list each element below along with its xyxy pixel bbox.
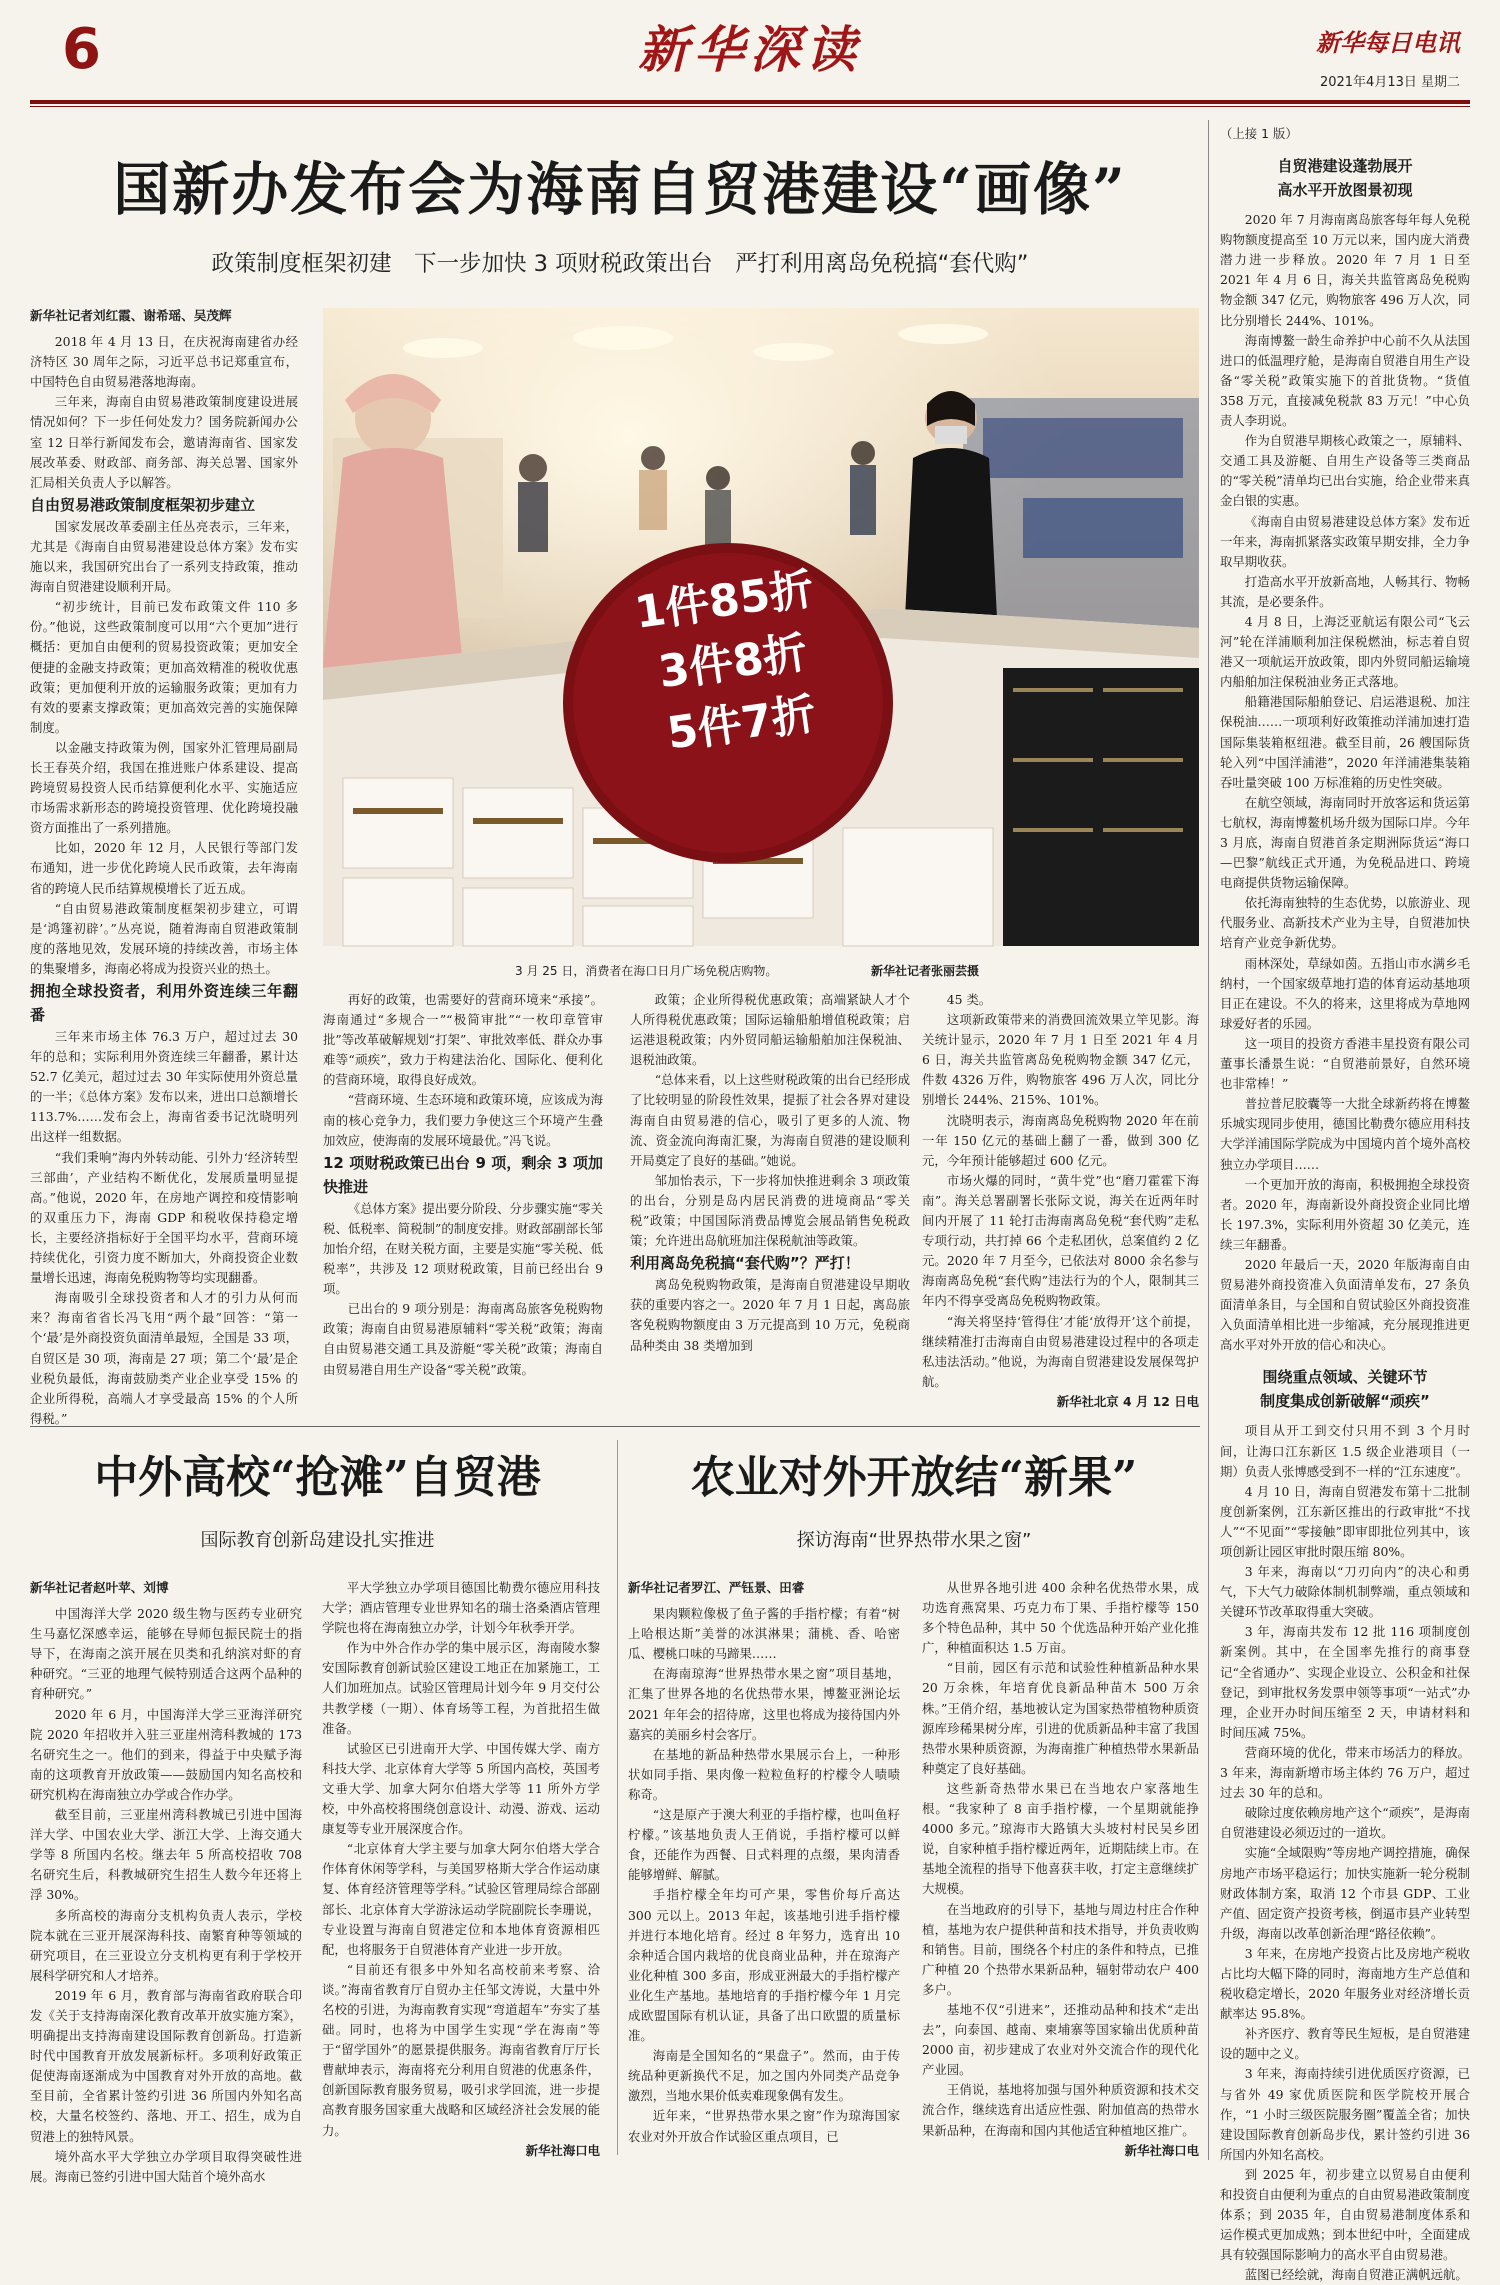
story3-paragraph: 基地不仅“引进来”，还推动品种和技术“走出去”，向泰国、越南、柬埔寨等国家输出优质种苗 2000 亩，初步建成了农业对外交流合作的现代化产业园。 (922, 2001, 1199, 2078)
photo-caption-text: 3 月 25 日，消费者在海口日月广场免税店购物。 (515, 964, 778, 978)
sidebar-subheading: 自贸港建设蓬勃展开 (1277, 157, 1413, 176)
sidebar-paragraph: 实施“全域限购”等房地产调控措施，确保房地产市场平稳运行；加快实施新一轮分税制财政体制方案，取消 12 个市县 GDP、工业产值、固定资产投资考核，倒逼市县产业转型升级，海南以改革创新治理“路径依赖”。 (1220, 1845, 1470, 1941)
discount-line-3: 5件7折 (664, 688, 819, 760)
main-col-3 (630, 990, 910, 1420)
story2-paragraph: 2020 年 6 月，中国海洋大学三亚海洋研究院 2020 年招收并入驻三亚崖州湾科教城的 173 名研究生之一。他们的到来，得益于中央赋予海南的这项教育开放政策——鼓励国内知名高校和研究机构在海南独立办学或合作办学。 (30, 1706, 302, 1802)
story3-paragraph: 手指柠檬全年均可产果，零售价每斤高达 300 元以上。2013 年起，该基地引进手指柠檬并进行本地化培育。经过 8 年努力，选育出 10 余种适合国内栽培的优良商业品种，并在琼海产业化种植 300 多亩，形成亚洲最大的手指柠檬产业化生产基地。基地培育的手指柠檬今年 1 月完成欧盟国际有机认证，具备了出口欧盟的质量标准。 (628, 1887, 900, 2044)
story3-paragraph: 海南是全国知名的“果盘子”。然而，由于传统品种更新换代不足，加之国内外同类产品竞争激烈，当地水果价低卖难现象偶有发生。 (628, 2048, 900, 2104)
main-byline: 新华社记者刘红霞、谢希瑶、吴茂辉 (30, 308, 232, 323)
story3-paragraph: 王俏说，基地将加强与国外种质资源和技术交流合作，继续选育出适应性强、附加值高的热带水果新品种，在海南和国内其他适宜种植地区推广。 (922, 2082, 1199, 2138)
story2-paragraph: “目前还有很多中外知名高校前来考察、洽谈。”海南省教育厅自贸办主任邹文涛说，大量中外名校的引进，为海南教育实现“弯道超车”夯实了基础。同时，也将为中国学生实现“学在海南”等于“留学国外”的愿景提供服务。海南省教育厅厅长曹献坤表示，海南将充分利用自贸港的优惠条件，创新国际教育服务贸易，吸引求学回流，进一步提高教育服务国家重大战略和区域经济社会发展的能力。 (322, 1961, 600, 2138)
sidebar-paragraph: 4 月 8 日，上海泛亚航运有限公司“飞云河”轮在洋浦顺利加注保税燃油，标志着自贸港又一项航运开放政策，即内外贸同船运输境内船舶加注保税油业务正式落地。 (1220, 613, 1470, 690)
sidebar-paragraph: 普拉普尼胶囊等一大批全球新药将在博鳌乐城实现同步使用，德国比勒费尔德应用科技大学洋浦国际学院成为中国境内首个境外高校独立办学项目…… (1220, 1096, 1470, 1172)
main-paragraph: “营商环境、生态环境和政策环境，应该成为海南的核心竞争力，我们要力争使这三个环境产生叠加效应，使海南的发展环境最优。”冯飞说。 (323, 1092, 603, 1148)
main-paragraph: 以金融支持政策为例，国家外汇管理局副局长王春英介绍，我国在推进账户体系建设、提高跨境贸易投资人民币结算便利化水平、实施适应市场需求新形态的跨境投资管理、优化跨境投融资方面推出了一系列措施。 (30, 739, 298, 836)
sidebar-paragraph: 补齐医疗、教育等民生短板，是自贸港建设的题中之义。 (1220, 2026, 1470, 2062)
sidebar-subheading: 制度集成创新破解“顽疾” (1260, 1392, 1430, 1411)
discount-line-1: 1件85折 (631, 563, 817, 639)
story2-dateline: 新华社海口电 (525, 2142, 600, 2158)
story3-byline: 新华社记者罗江、严钰景、田睿 (628, 1580, 805, 1595)
sidebar-paragraph: 打造高水平开放新高地，人畅其行、物畅其流，是必要条件。 (1220, 573, 1470, 609)
sidebar-paragraph: 破除过度依赖房地产这个“顽疾”，是海南自贸港建设必须迈过的一道坎。 (1220, 1805, 1470, 1841)
story2-col-2 (322, 1578, 600, 2158)
main-subheading: 自由贸易港政策制度框架初步建立 (30, 495, 256, 514)
main-photo (323, 308, 1199, 946)
main-paragraph: 《总体方案》提出要分阶段、分步骤实施“零关税、低税率、简税制”的制度安排。财政部副部长邹加怡介绍，在财关税方面，主要是实施“零关税、低税率”，共涉及 12 项财税政策，目前已经出台 9 项。 (323, 1200, 603, 1297)
main-paragraph: 国家发展改革委副主任丛亮表示，三年来，尤其是《海南自由贸易港建设总体方案》发布实施以来，我国研究出台了一系列支持政策，推动海南自贸港建设顺利开局。 (30, 518, 298, 595)
story3-paragraph: 这些新奇热带水果已在当地农户家落地生根。“我家种了 8 亩手指柠檬，一个星期就能挣 4000 多元。”琼海市大路镇大头坡村村民吴乡团说，自家种植手指柠檬近两年，近期陆续上市。在基地全流程的指导下他喜获丰收，打定主意继续扩大规模。 (922, 1780, 1199, 1897)
main-paragraph: 已出台的 9 项分别是：海南离岛旅客免税购物政策；海南自由贸易港原辅料“零关税”政策；海南自由贸易港交通工具及游艇“零关税”政策；海南自由贸易港自用生产设备“零关税”政策。 (323, 1301, 603, 1377)
sidebar-paragraph: 这一项目的投资方香港丰星投资有限公司董事长潘景生说：“自贸港前景好，自然环境也非常棒！” (1220, 1035, 1470, 1092)
main-paragraph: “海关将坚持‘管得住’才能‘放得开’这个前提，继续精准打击海南自由贸易港建设过程中的各项走私违法活动。”他说，为海南自贸港建设发展保驾护航。 (922, 1313, 1199, 1389)
sidebar-paragraph: 3 年，海南共发布 12 批 116 项制度创新案例。其中，在全国率先推行的商事登记“全省通办”、实现企业设立、公积金和社保登记，到审批权务发票申领等事项“一站式”办理，企业开办时间压缩至 2 天，申请材料和时间压减 75%。 (1220, 1624, 1470, 1740)
story3-col-1 (628, 1578, 900, 2158)
story3-col-2 (922, 1578, 1199, 2158)
masthead-rule-thin (30, 106, 1470, 107)
sidebar-paragraph: 2020 年 7 月海南离岛旅客每年每人免税购物额度提高至 10 万元以来，国内庞大消费潜力进一步释放。2020 年 7 月 1 日至 2021 年 4 月 6 日，海关共监管离岛免税购物金额 347 亿元，购物旅客 496 万人次，同比分别增长 244%、101%。 (1220, 212, 1470, 328)
story3-paragraph: “这是原产于澳大利亚的手指柠檬，也叫鱼籽柠檬。”该基地负责人王俏说，手指柠檬可以鲜食，还能作为西餐、日式料理的点缀，果肉清香能够增鲜、解腻。 (628, 1807, 900, 1883)
story3-paragraph: 从世界各地引进 400 余种名优热带水果，成功选育燕窝果、巧克力布丁果、手指柠檬等 150 多个特色品种，其中 50 个优选品种开始产业化推广，种植面积达 1.5 万亩。 (922, 1580, 1199, 1656)
sidebar-paragraph: 海南博鳌一龄生命养护中心前不久从法国进口的低温理疗舱，是海南自贸港自用生产设备“零关税”政策实施下的首批货物。“货值 358 万元，直接减免税款 83 万元！”中心负责人李玥说。 (1220, 332, 1470, 429)
main-subheading: 12 项财税政策已出台 9 项，剩余 3 项加快推进 (323, 1153, 603, 1196)
sidebar-paragraph: 一个更加开放的海南，积极拥抱全球投资者。2020 年，海南新设外商投资企业同比增长 197.3%，实际利用外资超 30 亿美元，连续三年翻番。 (1220, 1176, 1470, 1252)
main-subheading: 拥抱全球投资者，利用外资连续三年翻番 (30, 982, 298, 1024)
story3-paragraph: “目前，园区有示范和试验性种植新品种水果 20 万余株，年培育优良新品种苗木 500 万余株。”王俏介绍，基地被认定为国家热带植物种质资源库珍稀果树分库，引进的优质新品种丰富了我国热带水果种质资源，为海南推广种植热带水果新品种奠定了良好基础。 (922, 1660, 1199, 1776)
sidebar-paragraph: 3 年来，在房地产投资占比及房地产税收占比均大幅下降的同时，海南地方生产总值和税收稳定增长，2020 年服务业对经济增长贡献率达 95.8%。 (1220, 1945, 1470, 2022)
sidebar-paragraph: 船籍港国际船舶登记、启运港退税、加注保税油……一项项利好政策推动洋浦加速打造国际集装箱枢纽港。截至目前，26 艘国际货轮入列“中国洋浦港”，2020 年洋浦港集装箱吞吐量突破 100 万标准箱的历史性突破。 (1220, 694, 1470, 790)
main-col-4 (922, 990, 1199, 1420)
story2-paragraph: 试验区已引进南开大学、中国传媒大学、南方科技大学、北京体育大学等 5 所国内高校，英国考文垂大学、加拿大阿尔伯塔大学等 11 所外方学校，中外高校将围绕创意设计、动漫、游戏、运动康复等专业开展深度合作。 (322, 1740, 600, 1837)
story2-paragraph: 中国海洋大学 2020 级生物与医药专业研究生马嘉忆深感幸运，能够在导师包振民院士的指导下，在海南之滨开展在贝类和孔纳滨对虾的育种研究。“三亚的地理气候特别适合这两个品种的育种研究。” (30, 1606, 302, 1702)
sidebar-divider (1208, 120, 1209, 2160)
story2-paragraph: 境外高水平大学独立办学项目取得突破性进展。海南已签约引进中国大陆首个境外高水 (30, 2148, 302, 2184)
story2-paragraph: 平大学独立办学项目德国比勒费尔德应用科技大学；酒店管理专业世界知名的瑞士洛桑酒店管理学院也将在海南独立办学，计划今年秋季开学。 (322, 1580, 600, 1636)
main-paragraph: 沈晓明表示，海南离岛免税购物 2020 年在前一年 150 亿元的基础上翻了一番，做到 300 亿元，今年预计能够超过 600 亿元。 (922, 1112, 1199, 1168)
sidebar-paragraph: 雨林深处，草绿如茵。五指山市水满乡毛纳村，一个国家级草地打造的体育运动基地项目正在建设。不久的将来，这里将成为草地网球爱好者的乐园。 (1220, 955, 1470, 1031)
sidebar-paragraph: 3 年来，海南持续引进优质医疗资源，已与省外 49 家优质医院和医学院校开展合作，“1 小时三级医院服务圈”覆盖全省；加快建设国际教育创新岛步伐，累计签约引进 36 所国内外知名高校。 (1220, 2066, 1470, 2162)
main-headline: 国新办发布会为海南自贸港建设“画像” (113, 156, 1127, 223)
sidebar-paragraph: 3 年来，海南以“刀刃向内”的决心和勇气，下大气力破除体制机制弊端，重点领域和关键环节改革取得重大突破。 (1220, 1564, 1470, 1620)
issue-date: 2021年4月13日 星期二 (1319, 75, 1460, 90)
story3-paragraph: 在当地政府的引导下，基地与周边村庄合作种植，基地为农户提供种苗和技术指导，并负责收购和销售。目前，围绕各个村庄的条件和特点，已推广种植 20 个热带水果新品种，辐射带动农户 400 多户。 (922, 1901, 1199, 1997)
masthead-rule (30, 100, 1470, 104)
main-paragraph: 政策；企业所得税优惠政策；高端紧缺人才个人所得税优惠政策；国际运输船舶增值税政策；启运港退税政策；内外贸同船运输船舶加注保税油、退税油政策。 (630, 992, 910, 1068)
story3-paragraph: 在海南琼海“世界热带水果之窗”项目基地，汇集了世界各地的名优热带水果，博鳌亚洲论坛 2021 年年会的招待席，这里也将成为接待国内外嘉宾的美丽乡村会客厅。 (628, 1666, 900, 1742)
story2-paragraph: “北京体育大学主要与加拿大阿尔伯塔大学合作体育休闲等学科，与美国罗格斯大学合作运动康复、体育经济管理等学科。”试验区管理局综合部副部长、北京体育大学游泳运动学院副院长李珊说，专业设置与海南自贸港定位和本地体育资源相匹配，也将服务于自贸港体育产业进一步开放。 (322, 1841, 600, 1957)
main-paragraph: 2018 年 4 月 13 日，在庆祝海南建省办经济特区 30 周年之际，习近平总书记郑重宣布，中国特色自由贸易港落地海南。 (30, 334, 298, 390)
lower-divider (30, 1426, 1200, 1427)
main-paragraph: “初步统计，目前已发布政策文件 110 多份。”他说，这些政策制度可以用“六个更加”进行概括：更加自由便利的贸易投资政策；更加安全便捷的金融支持政策；更加高效精准的税收优惠政策；更加便利开放的运输服务政策；更加有力有效的要素支撑政策；更加高效完善的实施保障制度。 (30, 599, 298, 735)
main-col-2 (323, 990, 603, 1420)
sidebar-paragraph: 营商环境的优化，带来市场活力的释放。3 年来，海南新增市场主体约 76 万户，超过过去 30 年的总和。 (1220, 1744, 1470, 1801)
sidebar-paragraph: 在航空领域，海南同时开放客运和货运第七航权，海南博鳌机场升级为国际口岸。今年 3 月底，海南自贸港首条定期洲际货运“海口—巴黎”航线正式开通，为免税品进口、跨境电商提供货物运输保障。 (1220, 794, 1470, 891)
story2-deck: 国际教育创新岛建设扎实推进 (200, 1530, 435, 1551)
sidebar-column (1220, 124, 1470, 2283)
discount-line-2: 3件8折 (655, 626, 811, 699)
sidebar-paragraph: 《海南自由贸易港建设总体方案》发布近一年来，海南抓紧落实政策早期安排，全力争取早期收获。 (1220, 513, 1470, 569)
story3-paragraph: 近年来，“世界热带水果之窗”作为琼海国家农业对外开放合作试验区重点项目，已 (628, 2108, 900, 2144)
story2-byline: 新华社记者赵叶苹、刘博 (30, 1580, 169, 1595)
lower-vertical-divider (617, 1440, 618, 2155)
sidebar-paragraph: 2020 年最后一天，2020 年版海南自由贸易港外商投资准入负面清单发布，27 条负面清单条目，与全国和自贸试验区外商投资准入负面清单相比进一步缩减，充分展现推进更高水平对外开放的信心和决心。 (1220, 1256, 1470, 1353)
main-paragraph: “总体来看，以上这些财税政策的出台已经形成了比较明显的阶段性效果，提振了社会各界对建设海南自由贸易港的信心，吸引了更多的人流、物流、资金流向海南汇聚，为海南自贸港的建设顺利开局奠定了良好的基础。”她说。 (630, 1072, 910, 1168)
section-title: 新华深读 (638, 20, 862, 79)
main-subheading: 利用离岛免税搞“套代购”？严打！ (630, 1254, 860, 1273)
main-paragraph: 海南吸引全球投资者和人才的引力从何而来？海南省省长冯飞用“两个最”回答：“第一个‘最’是外商投资负面清单最短，全国是 33 项，自贸区是 30 项，海南是 27 项；第二个‘最’是企业税负最低，海南鼓励类产业企业享受 15% 的企业所得税，高端人才享受最高 15% 的个人所得税。” (30, 1290, 298, 1426)
story3-paragraph: 果肉颗粒像极了鱼子酱的手指柠檬；有着“树上哈根达斯”美誉的冰淇淋果；蒲桃、香、哈密瓜、樱桃口味的马蹄果…… (628, 1606, 900, 1662)
main-paragraph: “我们秉响”海内外转动能、引外力‘经济转型三部曲’，产业结构不断优化，发展质量明显提高。”他说，2020 年，在房地产调控和疫情影响的双重压力下，海南 GDP 和税收保持稳定增长，主要经济指标好于全国平均水平，营商环境持续优化，引资力度不断加大，外商投资企业数量增长迅速，海南免税购物等均实现翻番。 (30, 1149, 298, 1286)
story2-headline: 中外高校“抢滩”自贸港 (94, 1452, 541, 1503)
story2-paragraph: 多所高校的海南分支机构负责人表示，学校院本就在三亚开展深海科技、南繁育种等领域的研究项目，在三亚设立分支机构更有利于学校开展科学研究和人才培养。 (30, 1907, 302, 1983)
main-paragraph: 邹加怡表示，下一步将加快推进剩余 3 项政策的出台，分别是岛内居民消费的进境商品“零关税”政策；中国国际消费品博览会展品销售免税政策；允许进出岛航班加注保税航油等政策。 (630, 1172, 910, 1249)
sidebar-paragraph: 依托海南独特的生态优势，以旅游业、现代服务业、高新技术产业为主导，自贸港加快培育产业竞争新优势。 (1220, 895, 1470, 951)
main-deck: 政策制度框架初建 下一步加快 3 项财税政策出台 严打利用离岛免税搞“套代购” (211, 251, 1029, 277)
main-col-1 (30, 306, 298, 1426)
story2-paragraph: 作为中外合作办学的集中展示区，海南陵水黎安国际教育创新试验区建设工地正在加紧施工，工人们加班加点。试验区管理局计划今年 9 月交付公共教学楼（一期）、体育场等工程，为首批招生做准备。 (322, 1640, 600, 1736)
paper-name: 新华每日电讯 (1316, 28, 1460, 57)
story3-headline: 农业对外开放结“新果” (690, 1452, 1138, 1503)
sidebar-paragraph: 到 2025 年，初步建立以贸易自由便利和投资自由便利为重点的自由贸易港政策制度体系；到 2035 年，自由贸易港制度体系和运作模式更加成熟；到本世纪中叶，全面建成具有较强国际影响力的高水平自由贸易港。 (1220, 2166, 1470, 2263)
main-paragraph: 离岛免税购物政策，是海南自贸港建设早期收获的重要内容之一。2020 年 7 月 1 日起，离岛旅客免税购物额度由 3 万元提高到 10 万元，免税商品种类由 38 类增加到 (630, 1277, 910, 1353)
sidebar-paragraph: 项目从开工到交付只用不到 3 个月时间，让海口江东新区 1.5 级企业港项目（一期）负责人张博感受到不一样的“江东速度”。 (1220, 1423, 1470, 1479)
main-paragraph: 这项新政策带来的消费回流效果立竿见影。海关统计显示，2020 年 7 月 1 日至 2021 年 4 月 6 日，海关共监管离岛免税购物金额 347 亿元，件数 4326 万件，购物旅客 496 万人次，同比分别增长 244%、215%、101%。 (922, 1012, 1199, 1108)
main-paragraph: 三年来，海南自由贸易港政策制度建设进展情况如何？下一步任何处发力？国务院新闻办公室 12 日举行新闻发布会，邀请海南省、国家发展改革委、财政部、商务部、海关总署、国家外汇局相关负责人予以解答。 (30, 394, 298, 490)
story3-dateline: 新华社海口电 (1124, 2142, 1199, 2158)
main-dateline: 新华社北京 4 月 12 日电 (1056, 1393, 1199, 1409)
main-paragraph: 再好的政策，也需要好的营商环境来“承接”。海南通过“多规合一”“极简审批”“一枚印章管审批”等改革破解规划“打架”、审批效率低、群众办事难等“顽疾”，致力于构建法治化、国际化、便利化的营商环境，取得良好成效。 (323, 992, 603, 1088)
main-paragraph: 比如，2020 年 12 月，人民银行等部门发布通知，进一步优化跨境人民币政策，去年海南省的跨境人民币结算规模增长了近五成。 (30, 840, 298, 896)
story3-paragraph: 在基地的新品种热带水果展示台上，一种形状如同手指、果肉像一粒粒鱼籽的柠檬令人啧啧称奇。 (628, 1746, 900, 1802)
story2-paragraph: 2019 年 6 月，教育部与海南省政府联合印发《关于支持海南深化教育改革开放实施方案》，明确提出支持海南建设国际教育创新岛。打造新时代中国教育开放发展新标杆。多项利好政策正促使海南逐渐成为中国教育对外开放的高地。截至目前，全省累计签约引进 36 所国内外知名高校，大量名校签约、落地、开工、招生，成为自贸港上的独特风景。 (30, 1987, 302, 2144)
story2-paragraph: 截至目前，三亚崖州湾科教城已引进中国海洋大学、中国农业大学、浙江大学、上海交通大学等 8 所国内名校。继去年 5 所高校招收 708 名研究生后，科教城研究生招生人数今年还将上浮 30%。 (30, 1807, 302, 1903)
main-paragraph: 45 类。 (946, 992, 992, 1007)
story2-col-1 (30, 1578, 302, 2184)
sidebar-subheading: 高水平开放图景初现 (1277, 181, 1413, 200)
sidebar-jump-note: （上接 1 版） (1220, 126, 1298, 141)
sidebar-paragraph: 蓝图已经绘就，海南自贸港正满帆远航。 (1244, 2267, 1468, 2283)
photo-credit: 新华社记者张丽芸摄 (871, 964, 980, 978)
sidebar-paragraph: 4 月 10 日，海南自贸港发布第十二批制度创新案例，江东新区推出的行政审批“不找人”“不见面”“零接触”即审即批位列其中，该项创新让园区审批时限压缩 80%。 (1220, 1483, 1470, 1559)
main-paragraph: 市场火爆的同时，“黄牛党”也“磨刀霍霍下海南”。海关总署副署长张际文说，海关在近两年时间内开展了 11 轮打击海南离岛免税“套代购”走私专项行动，共打掉 66 个走私团伙，总案值约 2 亿元。2020 年 7 月至今，已依法对 8000 余名参与海南离岛免税“套代购”违法行为的个人，限制其三年内不得享受离岛免税购物政策。 (922, 1172, 1199, 1309)
main-paragraph: 三年来市场主体 76.3 万户，超过过去 30 年的总和；实际利用外资连续三年翻番，累计达 52.7 亿美元，超过过去 30 年实际使用外资总量的一半；《总体方案》发布以来，进出口总额增长 113.7%……发布会上，海南省委书记沈晓明列出这样一组数据。 (30, 1029, 298, 1145)
sidebar-paragraph: 作为自贸港早期核心政策之一，原辅料、交通工具及游艇、自用生产设备等三类商品的“零关税”清单均已出台实施，给企业带来真金白银的实惠。 (1220, 433, 1470, 509)
story3-deck: 探访海南“世界热带水果之窗” (796, 1530, 1032, 1551)
main-paragraph: “自由贸易港政策制度框架初步建立，可谓是‘鸿篷初辟’。”丛亮说，随着海南自贸港政策制度的落地见效，发展环境的持续改善，市场主体的集聚增多，海南必将成为投资兴业的热土。 (30, 900, 298, 976)
sidebar-subheading: 围绕重点领域、关键环节 (1262, 1368, 1428, 1387)
page-number: 6 (62, 17, 101, 82)
